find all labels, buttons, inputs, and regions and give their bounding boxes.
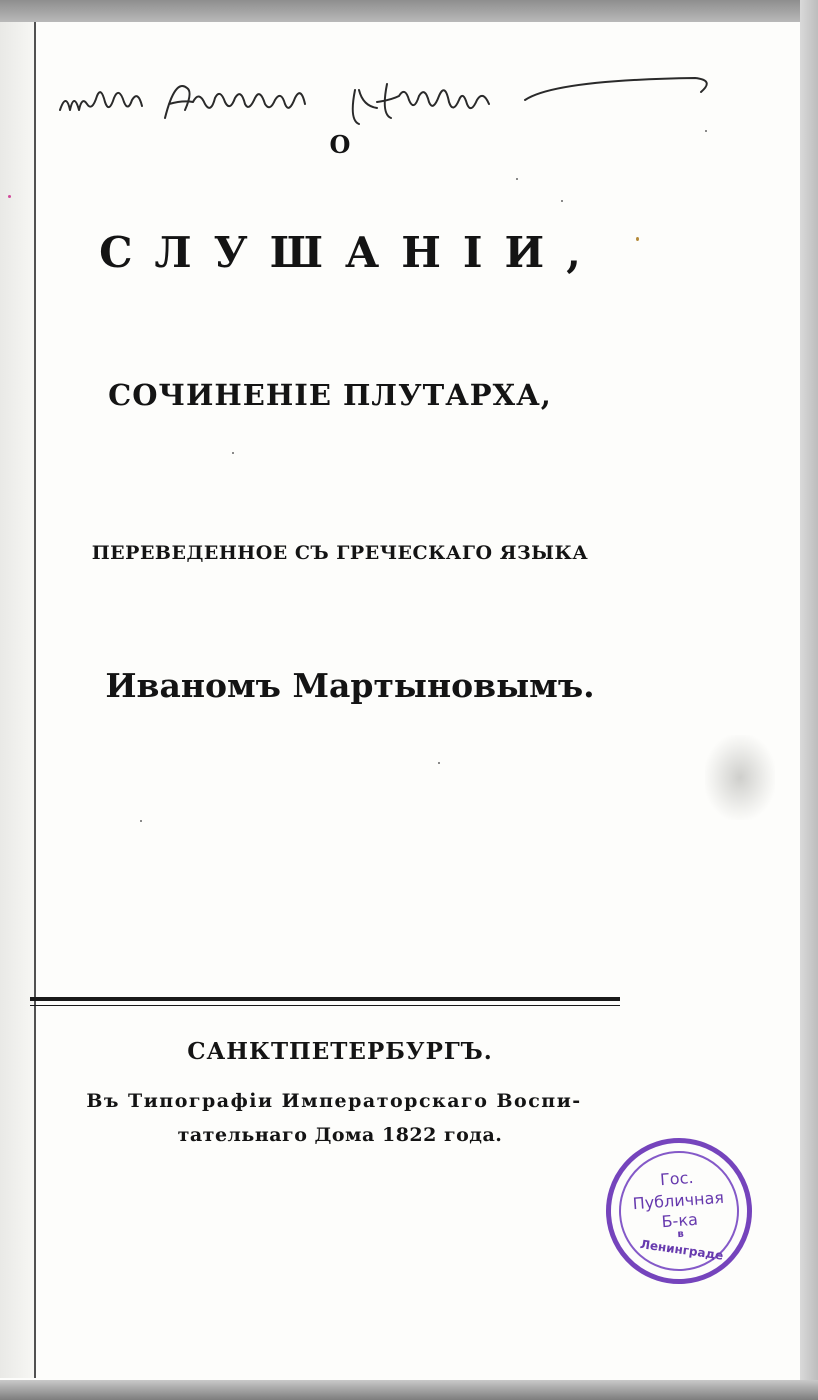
title-main: СЛУШАНІИ,: [99, 228, 603, 277]
stamp-line-5: Ленинграде: [639, 1237, 725, 1263]
stamp-line-3: Б-ка: [660, 1209, 699, 1232]
translator-name: Иваномъ Мартыновымъ.: [105, 666, 595, 705]
imprint-city: САНКТПЕТЕРБУРГЪ.: [187, 1038, 493, 1065]
title-subtitle: СОЧИНЕНІЕ ПЛУТАРХА,: [108, 378, 552, 412]
paper-speck: [232, 452, 234, 454]
paper-speck: [8, 195, 11, 198]
stamp-line-4: в: [677, 1228, 685, 1241]
rule-thin: [30, 1005, 620, 1006]
paper-speck: [140, 820, 142, 822]
library-stamp: [601, 1133, 757, 1289]
stamp-line-2: Публичная: [632, 1187, 725, 1214]
scan-right-border: [800, 0, 818, 1400]
title-preposition: О: [329, 130, 351, 159]
rule-thick: [30, 997, 620, 1001]
paper-stain: [705, 735, 775, 820]
paper-speck: [516, 178, 518, 180]
stamp-line-1: Гос.: [659, 1167, 695, 1190]
scan-bottom-border: [0, 1380, 818, 1400]
paper-speck: [561, 200, 563, 202]
double-rule-divider: [30, 997, 620, 1009]
imprint-line-2: тательнаго Дома 1822 года.: [177, 1124, 503, 1146]
translation-note: ПЕРЕВЕДЕННОЕ СЪ ГРЕЧЕСКАГО ЯЗЫКА: [91, 542, 589, 564]
scan-top-border: [0, 0, 818, 22]
imprint-line-1: Въ Типографіи Императорскаго Воспи-: [86, 1090, 582, 1112]
paper-speck: [438, 762, 440, 764]
